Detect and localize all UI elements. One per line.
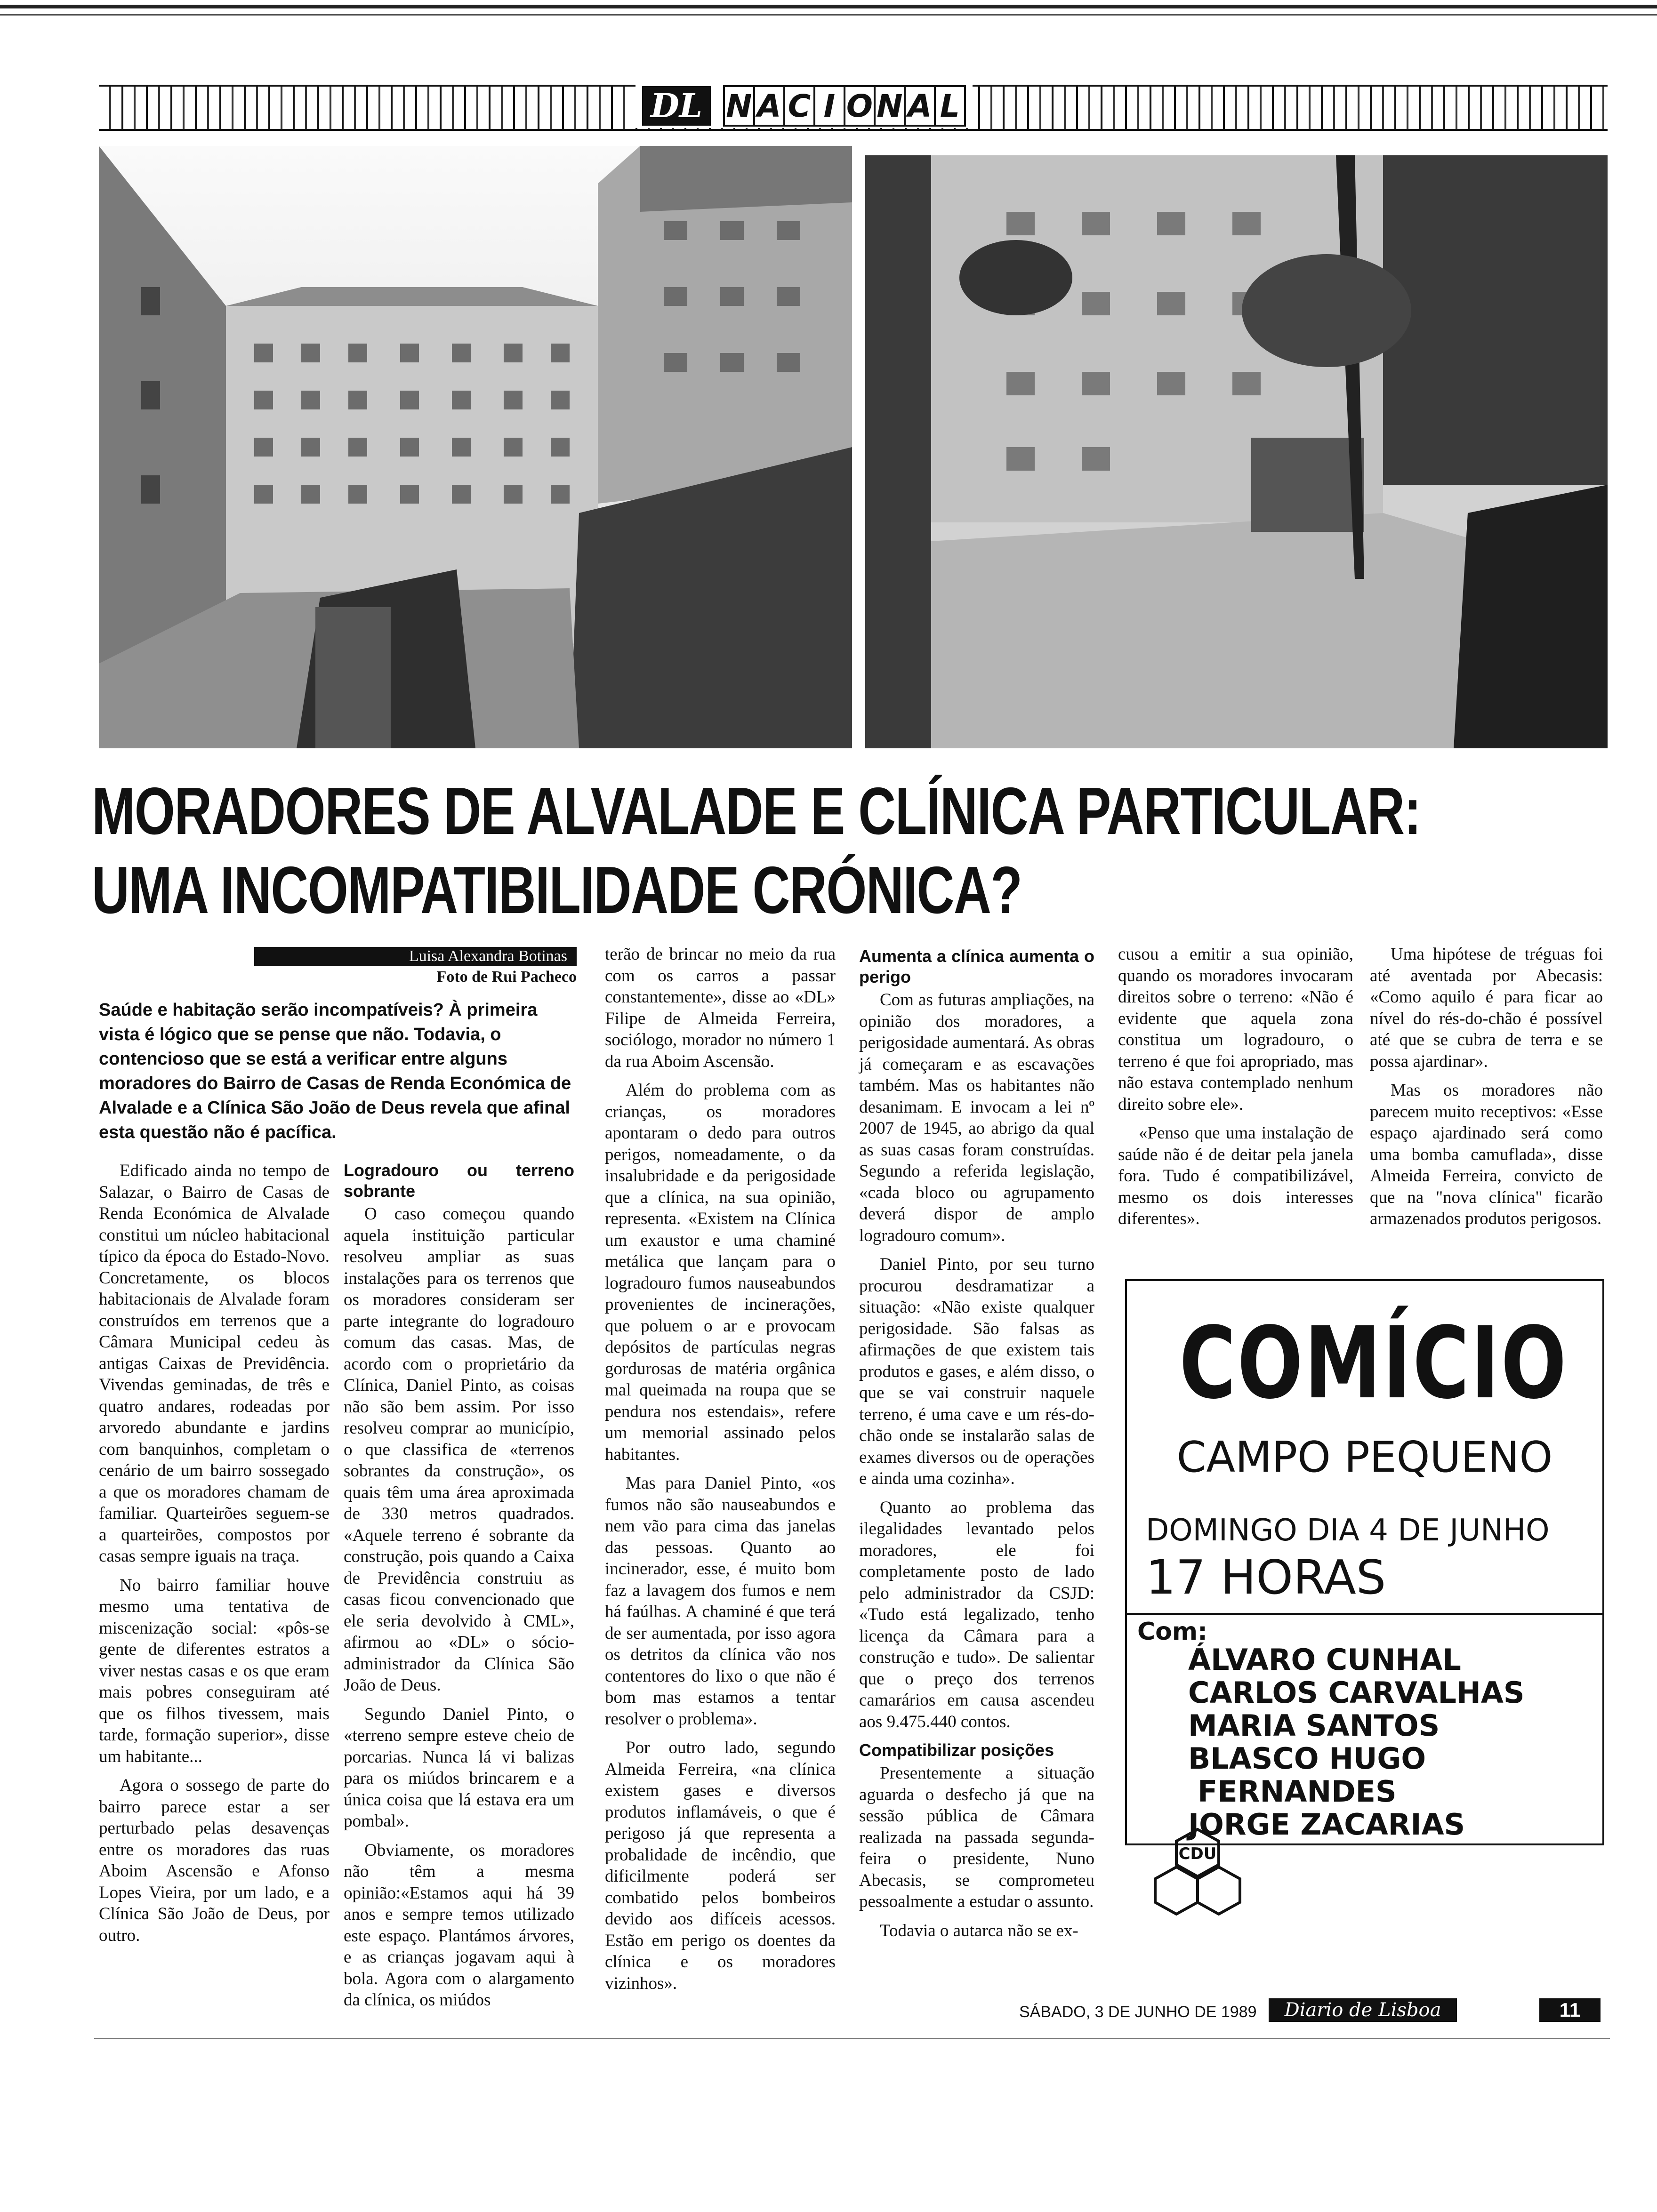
author-byline: Luisa Alexandra Botinas [254,947,577,966]
paragraph: terão de brincar no meio da rua com os carros a passar constantemente», disse ao «DL» Filipe de Almeida Ferreira, sociólogo, morador no número 1 da rua Aboim Ascensão. [605,945,836,1071]
footer-date: SÁBADO, 3 DE JUNHO DE 1989 [1019,2003,1257,2021]
section-name [725,85,966,127]
paragraph: Daniel Pinto, por seu turno procurou desdramatizar a situação: «Não existe qualquer perigosidade. São falsas as afirmações de que existem tais produtos e gases, e além disso, o que se vai construir naquele terreno, é uma cave e um rés-do-chão onde se instalarão salas de exames diversos ou de operações e ainda uma cozinha». [859,1255,1094,1488]
section-letter: C [783,85,815,127]
top-rule [0,5,1657,8]
article-column-2 [344,1160,574,2019]
subheading: Aumenta a clínica aumenta o perigo [859,946,1094,986]
headline-line-2: UMA INCOMPATIBILIDADE CRÓNICA? [92,853,1022,928]
paragraph: «Penso que uma instalação de saúde não é de deitar pela janela fora. Tudo é compatibilizável, mesmo os dois interesses diferentes». [1118,1123,1353,1228]
speaker-name: MARIA SANTOS [1188,1708,1440,1743]
article-column-3 [605,944,836,2002]
paragraph: No bairro familiar houve mesmo uma tentativa de miscenização social: «pôs-se gente de diferentes estratos a viver nestas casas e os que eram mais pobres conseguiram até que os filhos tivessem, mais tarde, formação superior», disse um habitante... [99,1575,330,1766]
article-headline [92,772,1421,930]
speaker-name: JORGE ZACARIAS [1188,1807,1465,1842]
section-letter: N [723,85,755,127]
photo-construction-site [99,146,852,748]
paragraph: Uma hipótese de tréguas foi até aventada por Abecasis: «Como aquilo é para ficar ao nível do rés-do-chão é possível até que se cubra de terra e se possa ajardinar». [1370,945,1603,1071]
ad-date: DOMINGO DIA 4 DE JUNHO [1146,1513,1550,1548]
article-column-1 [99,1160,330,1954]
ad-divider [1127,1613,1602,1615]
speaker-name: BLASCO HUGO [1188,1741,1426,1776]
section-label [635,84,973,128]
paragraph: Presentemente a situação aguarda o desfecho já que na sessão pública de Câmara realizada na passada segunda-feira o presidente, Nuno Abecasis, se comprometeu pessoalmente a estudar o assunto. [859,1763,1094,1911]
subheading: Logradouro ou terreno sobrante [344,1161,574,1201]
paragraph: Obviamente, os moradores não têm a mesma opinião:«Estamos aqui há 39 anos e sempre temos utilizado este espaço. Plantámos árvores, e as crianças jogavam aqui à bola. Agora com o alargamento da clínica, os miúdos [344,1840,574,2010]
paragraph: Quanto ao problema das ilegalidades levantado pelos moradores, ele foi completamente posto de lado pelo administrador da CSJD: «Tudo está legalizado, tenho licença da Câmara para a construção e tudo». De salientar que o preço dos terrenos camarários em causa ascendeu aos 9.475.440 contos. [859,1498,1094,1731]
section-letter: I [813,85,845,127]
paragraph: Todavia o autarca não se ex- [880,1921,1078,1940]
newspaper-logo: DL [642,86,711,126]
ad-speaker-list [1188,1643,1524,1841]
ad-venue: CAMPO PEQUENO [1176,1433,1553,1482]
section-letter: A [753,85,785,127]
cdu-logo-text: CDU [1178,1844,1217,1863]
section-letter: N [874,85,906,127]
ad-hour: 17 HORAS [1146,1550,1386,1605]
section-letter: O [844,85,876,127]
speaker-name: CARLOS CARVALHAS [1188,1675,1525,1710]
section-letter: L [934,85,966,127]
speaker-name: ÁLVARO CUNHAL [1188,1643,1461,1677]
photo-credit: Foto de Rui Pacheco [436,968,577,986]
ad-title: COMÍCIO [1179,1306,1568,1421]
article-column-4 [859,946,1094,1949]
paragraph: Além do problema com as crianças, os moradores apontaram o dedo para outros perigos, nomeadamente, o da insalubridade e da perigosidade que a clínica, na sua opinião, representa. «Existem na Clínica um exaustor e uma chaminé metálica que lançam para o logradouro fumos nauseabundos provenientes de incinerações, que poluem o ar e provocam depósitos de partículas negras gordurosas de matéria orgânica mal queimada na roupa que se pendura nos estendais», refere um memorial assinado pelos habitantes. [605,1081,836,1464]
rally-advertisement [1125,1279,1604,1863]
article-column-5 [1118,944,1353,1237]
ad-with-label: Com: [1137,1618,1207,1646]
cdu-hexagon-icon [1127,1818,1268,1959]
photo-empty-lot [865,155,1608,748]
paragraph: Mas para Daniel Pinto, «os fumos não são nauseabundos e nem vão para cima das janelas das pessoas. Quanto ao incinerador, esse, é muito bom faz a lavagem dos fumos e nem há faúlhas. A chaminé é que terá de ser aumentada, por isso agora os detritos da clínica vão nos contentores do lixo o que não é bom mas estamos a tentar resolver o problema». [605,1474,836,1729]
speaker-name: FERNANDES [1198,1774,1397,1809]
headline-line-1: MORADORES DE ALVALADE E CLÍNICA PARTICULAR: [92,774,1421,849]
paragraph: Mas os moradores não parecem muito receptivos: «Esse espaço ajardinado será como uma bomba camuflada», disse Almeida Ferreira, convicto de que na "nova clínica" ficarão armazenados produtos perigosos. [1370,1081,1603,1228]
paragraph: O caso começou quando aquela instituição particular resolveu ampliar as suas instalações para os terrenos que os moradores consideram ser parte integrante do logradouro comum das casas. Mas, de acordo com o proprietário da Clínica, Daniel Pinto, as coisas não são bem assim. Por isso resolveu comprar ao município, o que classifica de «terrenos sobrantes da construção», os quais têm uma área aproximada de 330 metros quadrados. «Aquele terreno é sobrante da construção, pois quando a Caixa de Previdência construiu as casas ficou convencionado que ele seria devolvido à CML», afirmou ao «DL» o sócio-administrador da Clínica São João de Deus. [344,1204,574,1695]
footer-newspaper-name: Diario de Lisboa [1269,1998,1457,2022]
section-letter: A [904,85,936,127]
paragraph: Por outro lado, segundo Almeida Ferreira, «na clínica existem gases e diversos produtos inflamáveis, o que é perigoso já que representa a probalidade de incêndio, que dificilmente poderá ser combatido pelos bombeiros devido aos difíceis acessos. Estão em perigo os doentes da clínica e os moradores vizinhos». [605,1738,836,1993]
paragraph: Com as futuras ampliações, na opinião dos moradores, a perigosidade aumentará. As obras já começaram e as escavações também. Mas os habitantes não desanimam. E invocam a lei nº 2007 de 1945, ao abrigo da qual as suas casas foram construídas. Segundo a referida legislação, «cada bloco ou agrupamento deverá dispor de amplo logradouro comum». [859,990,1094,1245]
top-rule-thin [0,14,1657,16]
paragraph: Agora o sossego de parte do bairro parece estar a ser perturbado pelas desavenças entre os moradores das ruas Aboim Ascensão e Afonso Lopes Vieira, por um lado, e a Clínica São João de Deus, por outro. [99,1776,330,1945]
article-lead: Saúde e habitação serão incompatíveis? À primeira vista é lógico que se pense que não. Todavia, o contencioso que se está a verificar entre alguns moradores do Bairro de Casas de Renda Económica de Alvalade e a Clínica São João de Deus revela que afinal esta questão não é pacífica. [99,1000,571,1142]
page-number: 11 [1539,1998,1601,2022]
footer-rule [94,2038,1610,2039]
article-column-6 [1370,944,1603,1237]
subheading: Compatibilizar posições [859,1740,1054,1760]
paragraph: Segundo Daniel Pinto, o «terreno sempre esteve cheio de porcarias. Nunca lá vi balizas para os miúdos brincarem e a única coisa que lá estava era um pombal». [344,1704,574,1831]
paragraph: cusou a emitir a sua opinião, quando os moradores invocaram direitos sobre o terreno: «Não é evidente que aquela zona constitua um logradouro, o terreno é que foi apropriado, mas não estava contemplado nenhum direito sobre ele». [1118,945,1353,1114]
paragraph: Edificado ainda no tempo de Salazar, o Bairro de Casas de Renda Económica de Alvalade constitui um núcleo habitacional típico da época do Estado-Novo. Concretamente, os blocos habitacionais de Alvalade foram construídos em terrenos que a Câmara Municipal cedeu às antigas Caixas de Previdência. Vivendas geminadas, de três e quatro andares, rodeadas por arvoredo abundante e jardins com banquinhos, completam o cenário de um bairro sossegado a que os moradores chamam de familiar. Quarteirões seguem-se a quarteirões, compostos por casas sempre iguais na traça. [99,1161,330,1566]
